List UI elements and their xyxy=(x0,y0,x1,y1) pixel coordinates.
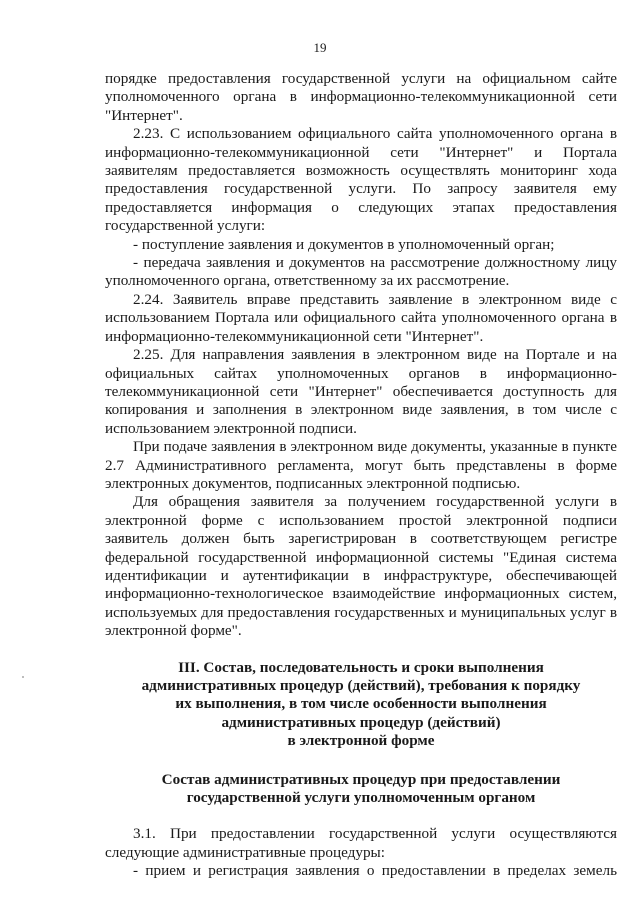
section-heading xyxy=(105,659,617,751)
scan-artifact-dot xyxy=(22,676,24,678)
paragraph-li-1: - поступление заявления и документов в уполномоченный орган; xyxy=(133,235,555,253)
section-heading-line: административных процедур (действий), требования к порядку xyxy=(141,677,581,694)
section-heading-line: в электронной форме xyxy=(287,732,435,750)
paragraph-p-submit: При подаче заявления в электронном виде документы, указанные в пункте 2.7 Административного регламента, могут быть представлены в форме электронных документов, подписанных электронной подписью. xyxy=(105,438,617,492)
paragraph-p-2-23: 2.23. С использованием официального сайта уполномоченного органа в информационно-телекоммуникационной сети "Интернет" и Портала заявителям предоставляется возможность осуществлять мониторинг хода предоставления государственной услуги. По запросу заявителя ему предоставляется информация о следующих этапах предоставления государственной услуги: xyxy=(105,125,617,235)
subsection-heading-line: Состав административных процедур при предоставлении xyxy=(161,770,561,788)
page-number: 19 xyxy=(313,40,327,55)
paragraph-p-3-1: 3.1. При предоставлении государственной услуги осуществляются следующие административные процедуры: xyxy=(105,825,617,861)
section-heading-line: их выполнения, в том числе особенности выполнения xyxy=(175,695,547,713)
paragraph-p-esia: Для обращения заявителя за получением государственной услуги в электронной форме с использованием простой электронной подписи заявитель должен быть зарегистрирован в соответствующем регистре федеральной государственной информационной системы "Единая система идентификации и аутентификации в инфраструктуре, обеспечивающей информационно-технологическое взаимодействие информационных систем, используемых для предоставления государственных и муниципальных услуг в электронной форме". xyxy=(105,493,617,640)
paragraphs-before-section xyxy=(105,70,617,641)
subsection-heading-line: государственной услуги уполномоченным органом xyxy=(186,789,536,807)
paragraphs-after-heading xyxy=(105,825,617,880)
paragraph-li-2: - передача заявления и документов на рассмотрение должностному лицу уполномоченного органа, ответственному за их рассмотрение. xyxy=(105,254,617,290)
section-heading-line: административных процедур (действий) xyxy=(221,713,501,731)
paragraph-p-cont: порядке предоставления государственной услуги на официальном сайте уполномоченного органа в информационно-телекоммуникационной сети "Интернет". xyxy=(105,70,617,124)
paragraph-li-3: - прием и регистрация заявления о предоставлении в пределах земель xyxy=(133,862,617,880)
paragraph-p-2-25: 2.25. Для направления заявления в электронном виде на Портале и на официальных сайтах уполномоченных органов в информационно-телекоммуникационной сети "Интернет" обеспечивается доступность для копирования и заполнения в электронном виде заявления, в том числе с использованием электронной подписи. xyxy=(105,346,617,437)
section-heading-line: III. Состав, последовательность и сроки выполнения xyxy=(178,658,544,676)
document-body xyxy=(105,70,617,881)
paragraph-p-2-24: 2.24. Заявитель вправе представить заявление в электронном виде с использованием Портала или официального сайта уполномоченного органа в информационно-телекоммуникационной сети "Интернет". xyxy=(105,290,617,345)
subsection-heading xyxy=(105,771,617,808)
